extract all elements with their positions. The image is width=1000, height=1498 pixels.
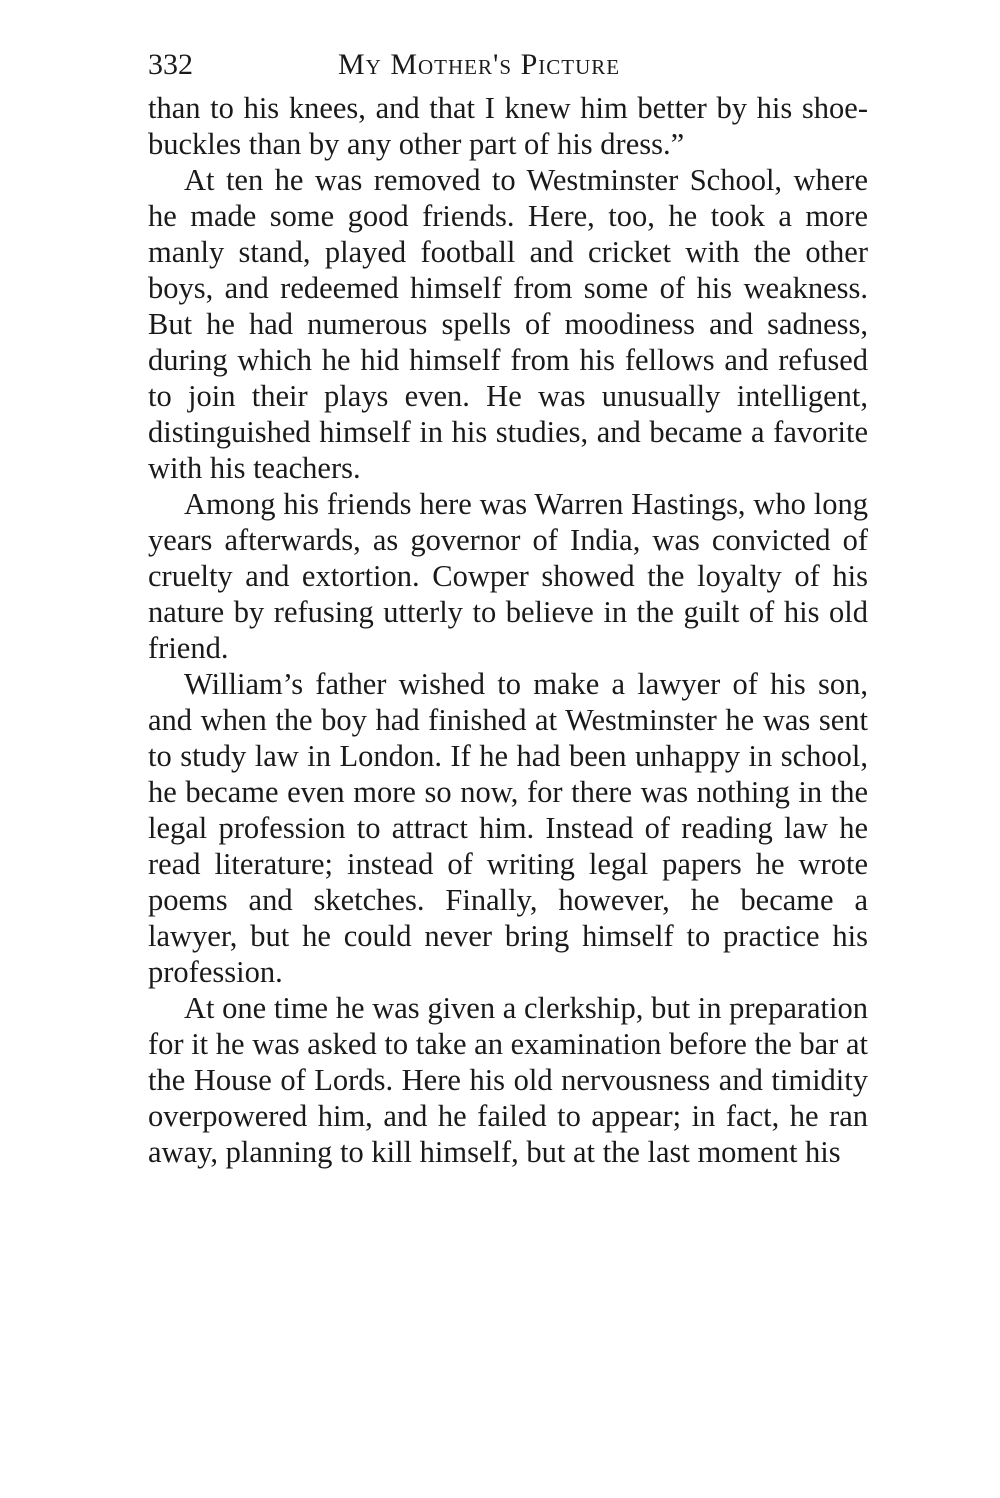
book-page [148, 40, 868, 1170]
body-text [148, 90, 868, 1170]
paragraph: William’s father wished to make a lawyer of his son, and when the boy had finished at Westminster he was sent to study law in London. If he had been unhappy in school, he became even more so now, for there was nothing in the legal profession to attract him. Instead of reading law he read literature; instead of writing legal papers he wrote poems and sketches. Finally, however, he became a lawyer, but he could never bring himself to practice his profession. [148, 667, 868, 989]
running-title: My Mother's Picture [338, 48, 621, 81]
paragraph-continuation: than to his knees, and that I knew him better by his shoe-buckles than by any other part of his dress.” [148, 91, 868, 161]
paragraph: Among his friends here was Warren Hastings, who long years afterwards, as governor of India, was convicted of cruelty and extortion. Cowper showed the loyalty of his nature by refusing utterly to believe in the guilt of his old friend. [148, 487, 868, 665]
paragraph: At one time he was given a clerkship, but in preparation for it he was asked to take an examination before the bar at the House of Lords. Here his old nervousness and timidity overpowered him, and he failed to appear; in fact, he ran away, planning to kill himself, but at the last moment his [148, 991, 868, 1169]
page-number: 332 [148, 48, 193, 81]
paragraph: At ten he was removed to Westminster School, where he made some good friends. Here, too, he took a more manly stand, played football and cricket with the other boys, and redeemed himself from some of his weakness. But he had numerous spells of moodiness and sadness, during which he hid himself from his fellows and refused to join their plays even. He was unusually intelligent, distinguished himself in his studies, and became a favorite with his teachers. [148, 163, 868, 485]
running-head [148, 40, 868, 90]
